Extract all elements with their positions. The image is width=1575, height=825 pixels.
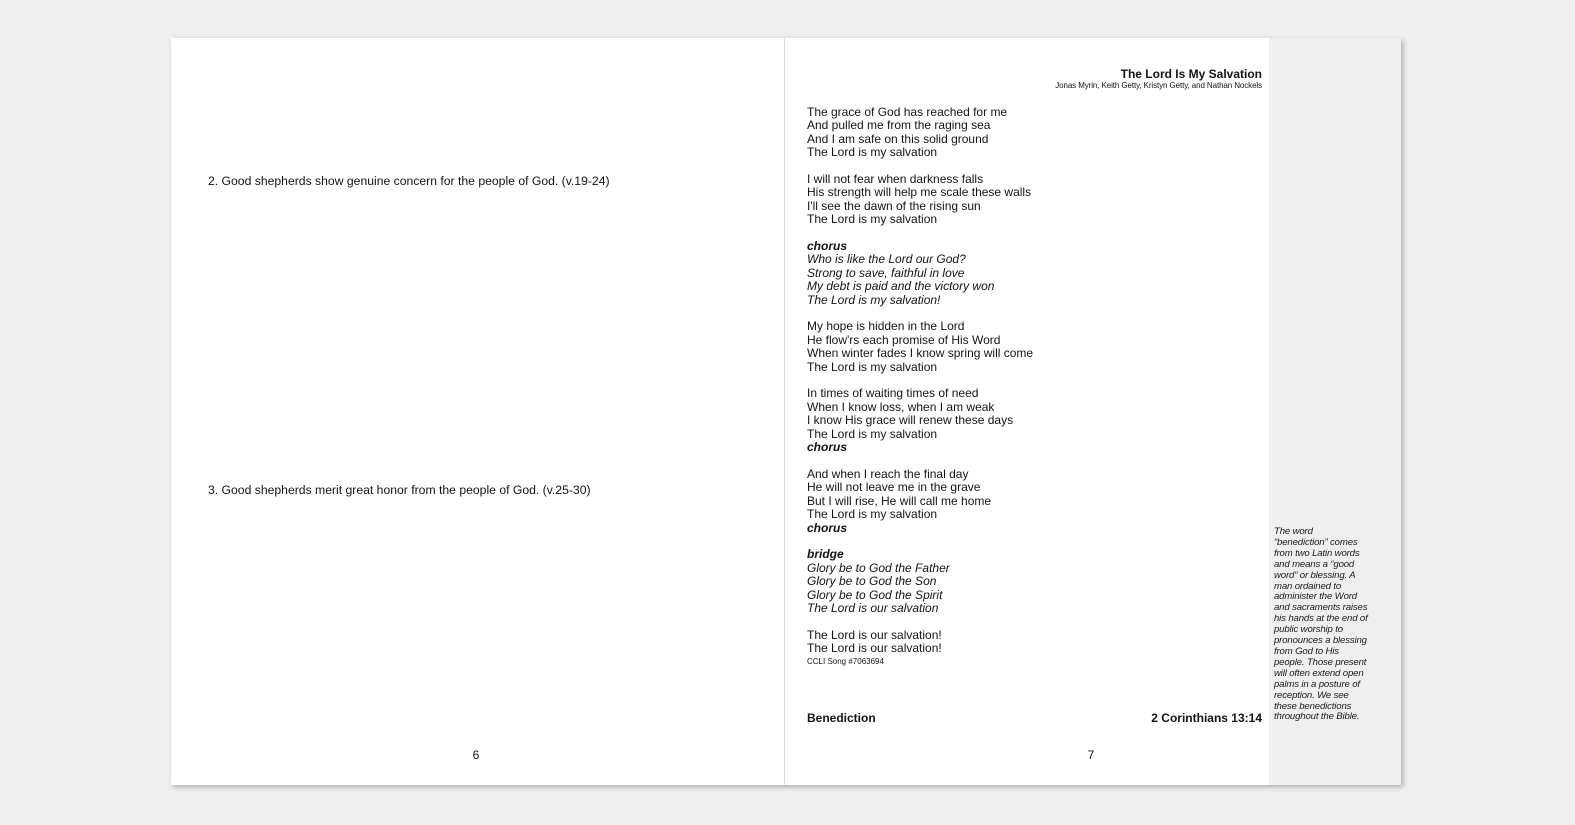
ending <box>807 629 1033 668</box>
lyric-line: When winter fades I know spring will come <box>807 346 1034 361</box>
lyric-line: When I know loss, when I am weak <box>807 399 995 414</box>
note-line: will often extend open <box>1274 667 1364 679</box>
note-line: throughout the Bible. <box>1274 711 1360 723</box>
verse-4 <box>807 387 1033 454</box>
note-line: and sacraments raises <box>1274 602 1368 614</box>
lyric-line: I'll see the dawn of the rising sun <box>807 198 981 213</box>
lyric-line: Who is like the Lord our God? <box>807 252 966 267</box>
chorus <box>807 240 1033 307</box>
lyric-line: He will not leave me in the grave <box>807 480 981 495</box>
lyric-line: I know His grace will renew these days <box>807 413 1014 428</box>
ccli-number: CCLI Song #7063694 <box>807 656 884 666</box>
lyric-line: The Lord is our salvation! <box>807 641 942 656</box>
lyric-line: My hope is hidden in the Lord <box>807 319 965 334</box>
lyric-line: The Lord is my salvation! <box>807 292 941 307</box>
lyric-line: I will not fear when darkness falls <box>807 172 984 187</box>
verse-5 <box>807 468 1033 535</box>
song-title: The Lord Is My Salvation <box>1120 67 1262 81</box>
note-line: man ordained to <box>1274 580 1342 592</box>
sermon-point-2: 2. Good shepherds show genuine concern for the people of God. (v.19-24) <box>208 174 610 188</box>
note-line: his hands at the end of <box>1274 613 1368 625</box>
note-line: The word <box>1274 526 1313 537</box>
verse-2 <box>807 173 1033 227</box>
lyric-line: My debt is paid and the victory won <box>807 279 995 294</box>
booklet-spread <box>171 38 1401 785</box>
lyric-line: His strength will help me scale these walls <box>807 185 1032 200</box>
chorus-label: chorus <box>807 440 848 455</box>
lyric-line: And pulled me from the raging sea <box>807 118 991 133</box>
note-line: and means a “good <box>1274 558 1355 570</box>
sermon-point-3: 3. Good shepherds merit great honor from the people of God. (v.25-30) <box>208 483 591 497</box>
chorus-label: chorus <box>807 520 848 535</box>
note-line: administer the Word <box>1274 591 1357 603</box>
lyric-line: The Lord is my salvation <box>807 359 938 374</box>
lyric-line: Strong to save, faithful in love <box>807 265 965 280</box>
sidebar-note-panel <box>1269 38 1401 785</box>
note-line: word” or blessing. A <box>1274 569 1356 581</box>
left-page <box>171 38 785 785</box>
page-number-left: 6 <box>472 748 480 762</box>
lyric-line: Glory be to God the Son <box>807 574 937 589</box>
song-lyrics <box>807 106 1033 668</box>
note-line: palms in a posture of <box>1274 678 1360 690</box>
song-authors: Jonas Myrin, Keith Getty, Kristyn Getty, and Nathan Nockels <box>1055 81 1262 90</box>
note-line: these benedictions <box>1274 700 1352 712</box>
lyric-line: The Lord is my salvation <box>807 212 938 227</box>
lyric-line: And I am safe on this solid ground <box>807 131 989 146</box>
benediction-note <box>1274 527 1386 723</box>
lyric-line: The Lord is my salvation <box>807 145 938 160</box>
note-line: from God to His <box>1274 645 1339 657</box>
benediction-label: Benediction <box>807 711 876 725</box>
right-page <box>785 38 1269 785</box>
note-line: from two Latin words <box>1274 547 1360 559</box>
verse-1 <box>807 106 1033 160</box>
note-line: reception. We see <box>1274 689 1349 701</box>
lyric-line: The Lord is our salvation! <box>807 627 942 642</box>
lyric-line: In times of waiting times of need <box>807 386 979 401</box>
lyric-line: He flow'rs each promise of His Word <box>807 332 1001 347</box>
note-line: people. Those present <box>1274 656 1367 668</box>
verse-3 <box>807 320 1033 374</box>
lyric-line: And when I reach the final day <box>807 466 969 481</box>
benediction-reference: 2 Corinthians 13:14 <box>1151 711 1262 725</box>
lyric-line: But I will rise, He will call me home <box>807 493 992 508</box>
chorus-label: chorus <box>807 239 848 254</box>
page-number-right: 7 <box>1087 748 1095 762</box>
note-line: pronounces a blessing <box>1274 635 1367 647</box>
lyric-line: The Lord is my salvation <box>807 507 938 522</box>
lyric-line: The Lord is my salvation <box>807 426 938 441</box>
lyric-line: Glory be to God the Father <box>807 560 950 575</box>
bridge <box>807 548 1033 615</box>
lyric-line: The grace of God has reached for me <box>807 105 1008 119</box>
note-line: public worship to <box>1274 624 1343 636</box>
lyric-line: Glory be to God the Spirit <box>807 587 943 602</box>
lyric-line: The Lord is our salvation <box>807 600 939 615</box>
note-line: “benediction” comes <box>1274 536 1358 548</box>
bridge-label: bridge <box>807 547 844 562</box>
